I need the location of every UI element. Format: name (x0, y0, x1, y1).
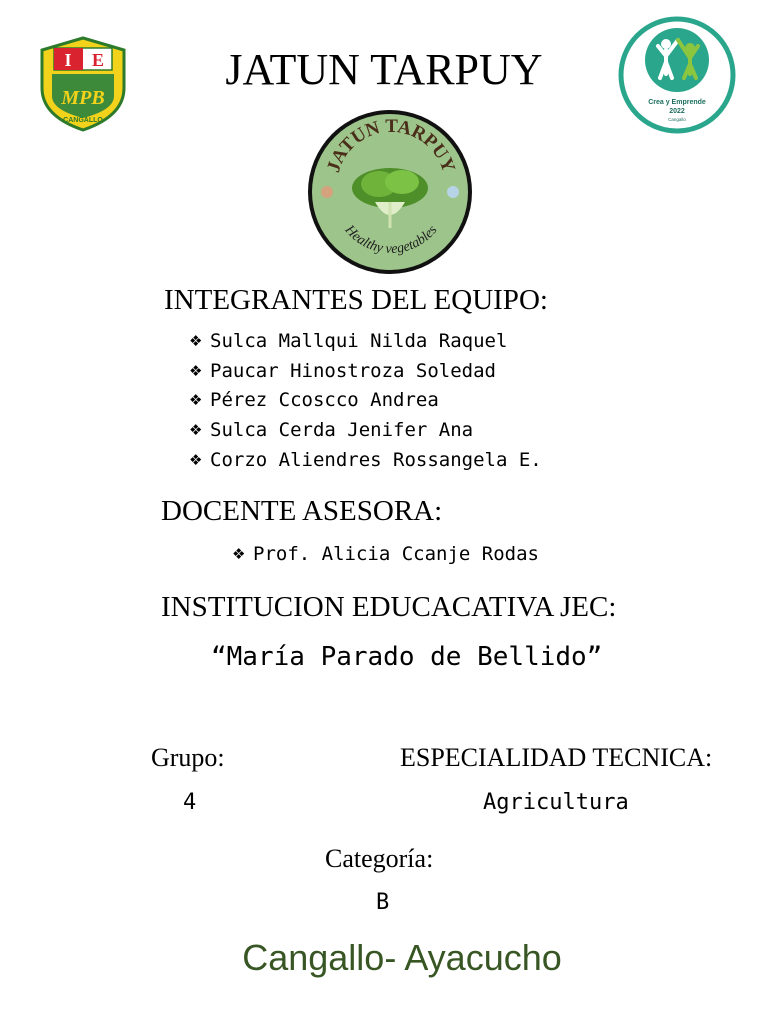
category-label: Categoría: (325, 844, 434, 873)
location-footer: Cangallo- Ayacucho (242, 937, 562, 978)
crea-logo-line2: 2022 (669, 108, 685, 115)
list-item (189, 418, 542, 448)
list-item (189, 448, 542, 478)
advisor-name: Prof. Alicia Ccanje Rodas (253, 543, 539, 565)
group-value: 4 (183, 790, 197, 815)
institution-name: “María Parado de Bellido” (211, 642, 603, 672)
crest-monogram: MPB (61, 87, 105, 109)
member-list (189, 329, 542, 477)
advisor-item (232, 542, 539, 566)
jatun-tarpuy-brand-logo (305, 106, 475, 278)
brand-logo-arc-bottom: Healthy vegetables (341, 222, 441, 257)
member-name: Sulca Cerda Jenifer Ana (210, 419, 474, 442)
crea-logo-line1: Crea y Emprende (648, 99, 706, 106)
specialty-value: Agricultura (483, 790, 629, 815)
list-item (189, 359, 542, 389)
member-name: Paucar Hinostroza Soledad (210, 359, 496, 382)
member-name: Pérez Ccoscco Andrea (210, 389, 439, 412)
diamond-bullet-icon: ❖ (189, 332, 203, 350)
team-heading: INTEGRANTES DEL EQUIPO: (164, 284, 548, 316)
member-name: Sulca Mallqui Nilda Raquel (210, 330, 508, 352)
diamond-bullet-icon: ❖ (189, 421, 203, 440)
school-crest-logo (38, 36, 128, 132)
crea-logo-line3: Cangallo (668, 117, 686, 122)
group-label: Grupo: (151, 743, 225, 772)
diamond-bullet-icon: ❖ (232, 545, 246, 563)
list-item (189, 329, 542, 359)
category-value: B (376, 890, 390, 915)
member-name: Corzo Aliendres Rossangela E. (210, 448, 542, 471)
crest-letter-left: I (64, 50, 72, 70)
crest-letter-right: E (91, 50, 105, 70)
page-title: JATUN TARPUY (225, 45, 543, 94)
advisor-heading: DOCENTE ASESORA: (161, 495, 443, 527)
institution-heading: INSTITUCION EDUCACATIVA JEC: (161, 591, 617, 623)
diamond-bullet-icon: ❖ (189, 450, 203, 469)
list-item (189, 388, 542, 418)
specialty-label: ESPECIALIDAD TECNICA: (400, 743, 713, 772)
crest-place: CANGALLO (63, 117, 103, 124)
diamond-bullet-icon: ❖ (189, 361, 203, 380)
brand-logo-arc-top: JATUN TARPUY (323, 115, 459, 176)
crea-emprende-logo (618, 16, 736, 134)
diamond-bullet-icon: ❖ (189, 391, 203, 410)
